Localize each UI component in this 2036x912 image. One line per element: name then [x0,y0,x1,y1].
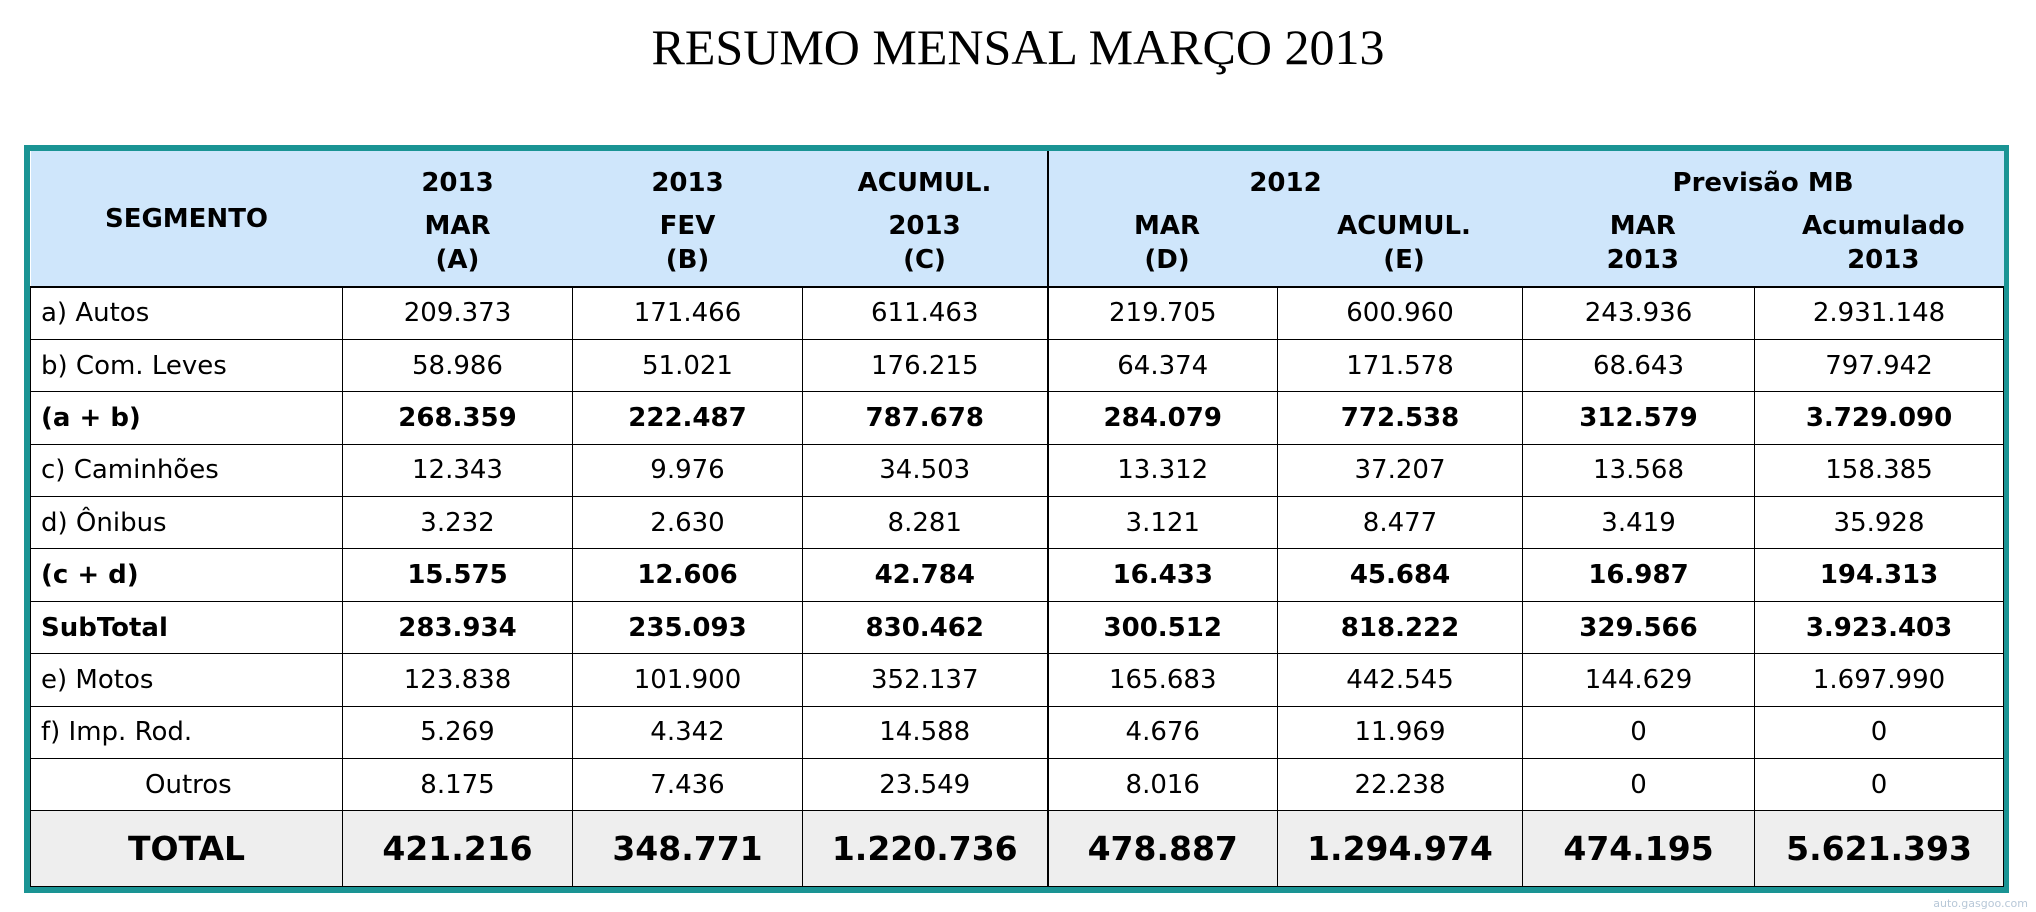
cell-value: 1.697.990 [1755,654,2004,706]
cell-value: 3.729.090 [1755,392,2004,444]
header-col-b [573,151,803,287]
table-row [31,601,2004,653]
table-row [31,287,2004,339]
page-title: RESUMO MENSAL MARÇO 2013 [651,19,1385,75]
row-label: e) Motos [31,654,343,706]
cell-value: 3.121 [1048,497,1278,549]
row-label: f) Imp. Rod. [31,706,343,758]
summary-table-frame [24,145,2009,893]
cell-value: 312.579 [1523,392,1755,444]
header-col-e [1286,209,1523,277]
cell-value: 34.503 [803,444,1048,496]
header-col-a-code: (A) [435,245,480,275]
cell-value: 14.588 [803,706,1048,758]
cell-value: 772.538 [1278,392,1523,444]
table-row [31,339,2004,391]
header-col-b-code: (B) [665,245,710,275]
cell-value: 5.621.393 [1755,811,2004,887]
cell-value: 8.016 [1048,759,1278,811]
cell-value: 12.606 [573,549,803,601]
cell-value: 0 [1523,759,1755,811]
row-label: (c + d) [31,549,343,601]
header-col-b-month: FEV [659,211,716,241]
cell-value: 3.419 [1523,497,1755,549]
cell-value: 235.093 [573,601,803,653]
row-label: d) Ônibus [31,497,343,549]
cell-value: 16.433 [1048,549,1278,601]
row-label: Outros [31,759,343,811]
cell-value: 2.630 [573,497,803,549]
header-2012-title: 2012 [1249,168,1322,198]
cell-value: 352.137 [803,654,1048,706]
cell-value: 171.578 [1278,339,1523,391]
cell-value: 0 [1755,706,2004,758]
header-col-d-month: MAR [1134,211,1201,241]
table-row [31,706,2004,758]
cell-value: 15.575 [343,549,573,601]
header-col-c [803,151,1048,287]
cell-value: 22.238 [1278,759,1523,811]
row-label: TOTAL [31,811,343,887]
cell-value: 11.969 [1278,706,1523,758]
cell-value: 830.462 [803,601,1048,653]
watermark: auto.gasgoo.com [1933,897,2028,910]
cell-value: 37.207 [1278,444,1523,496]
header-col-f-year: 2013 [1606,245,1679,275]
header-col-a-year: 2013 [421,168,494,198]
cell-value: 209.373 [343,287,573,339]
header-col-e-code: (E) [1383,245,1425,275]
cell-value: 818.222 [1278,601,1523,653]
cell-value: 123.838 [343,654,573,706]
cell-value: 3.232 [343,497,573,549]
cell-value: 0 [1755,759,2004,811]
cell-value: 611.463 [803,287,1048,339]
cell-value: 16.987 [1523,549,1755,601]
table-row [31,444,2004,496]
table-body [31,287,2004,887]
cell-value: 2.931.148 [1755,287,2004,339]
cell-value: 283.934 [343,601,573,653]
cell-value: 23.549 [803,759,1048,811]
cell-value: 144.629 [1523,654,1755,706]
total-row [31,811,2004,887]
cell-value: 421.216 [343,811,573,887]
cell-value: 58.986 [343,339,573,391]
cell-value: 194.313 [1755,549,2004,601]
cell-value: 329.566 [1523,601,1755,653]
header-col-d-code: (D) [1144,245,1190,275]
header-col-de [1048,151,1523,287]
cell-value: 68.643 [1523,339,1755,391]
cell-value: 101.900 [573,654,803,706]
cell-value: 442.545 [1278,654,1523,706]
header-col-b-year: 2013 [651,168,724,198]
cell-value: 348.771 [573,811,803,887]
cell-value: 13.312 [1048,444,1278,496]
row-label: (a + b) [31,392,343,444]
table-row [31,654,2004,706]
cell-value: 176.215 [803,339,1048,391]
cell-value: 171.466 [573,287,803,339]
cell-value: 243.936 [1523,287,1755,339]
cell-value: 4.342 [573,706,803,758]
cell-value: 51.021 [573,339,803,391]
header-col-f [1523,209,1764,277]
summary-table [30,151,2004,887]
table-row [31,759,2004,811]
cell-value: 165.683 [1048,654,1278,706]
cell-value: 8.281 [803,497,1048,549]
cell-value: 787.678 [803,392,1048,444]
cell-value: 474.195 [1523,811,1755,887]
cell-value: 300.512 [1048,601,1278,653]
cell-value: 45.684 [1278,549,1523,601]
cell-value: 222.487 [573,392,803,444]
header-col-a [343,151,573,287]
cell-value: 158.385 [1755,444,2004,496]
cell-value: 13.568 [1523,444,1755,496]
row-label: c) Caminhões [31,444,343,496]
cell-value: 0 [1523,706,1755,758]
header-col-g-title: Acumulado [1802,211,1965,241]
header-col-fg [1523,151,2004,287]
row-label: b) Com. Leves [31,339,343,391]
header-col-g-year: 2013 [1847,245,1920,275]
row-label: a) Autos [31,287,343,339]
header-col-c-code: (C) [903,245,946,275]
cell-value: 478.887 [1048,811,1278,887]
cell-value: 4.676 [1048,706,1278,758]
cell-value: 64.374 [1048,339,1278,391]
header-previsao-title: Previsão MB [1672,168,1854,198]
cell-value: 219.705 [1048,287,1278,339]
header-col-a-month: MAR [424,211,491,241]
cell-value: 268.359 [343,392,573,444]
cell-value: 3.923.403 [1755,601,2004,653]
header-col-c-title: ACUMUL. [857,168,992,198]
cell-value: 9.976 [573,444,803,496]
cell-value: 600.960 [1278,287,1523,339]
cell-value: 12.343 [343,444,573,496]
header-col-e-title: ACUMUL. [1337,211,1471,241]
cell-value: 8.175 [343,759,573,811]
table-header-row [31,151,2004,287]
cell-value: 1.220.736 [803,811,1048,887]
table-row [31,549,2004,601]
cell-value: 284.079 [1048,392,1278,444]
header-col-f-month: MAR [1609,211,1676,241]
row-label: SubTotal [31,601,343,653]
cell-value: 42.784 [803,549,1048,601]
cell-value: 1.294.974 [1278,811,1523,887]
cell-value: 5.269 [343,706,573,758]
header-col-c-year: 2013 [888,211,961,241]
cell-value: 7.436 [573,759,803,811]
table-row [31,497,2004,549]
header-col-d [1049,209,1286,277]
cell-value: 797.942 [1755,339,2004,391]
cell-value: 8.477 [1278,497,1523,549]
cell-value: 35.928 [1755,497,2004,549]
header-segment: SEGMENTO [31,151,343,287]
header-col-g [1763,209,2004,277]
table-row [31,392,2004,444]
